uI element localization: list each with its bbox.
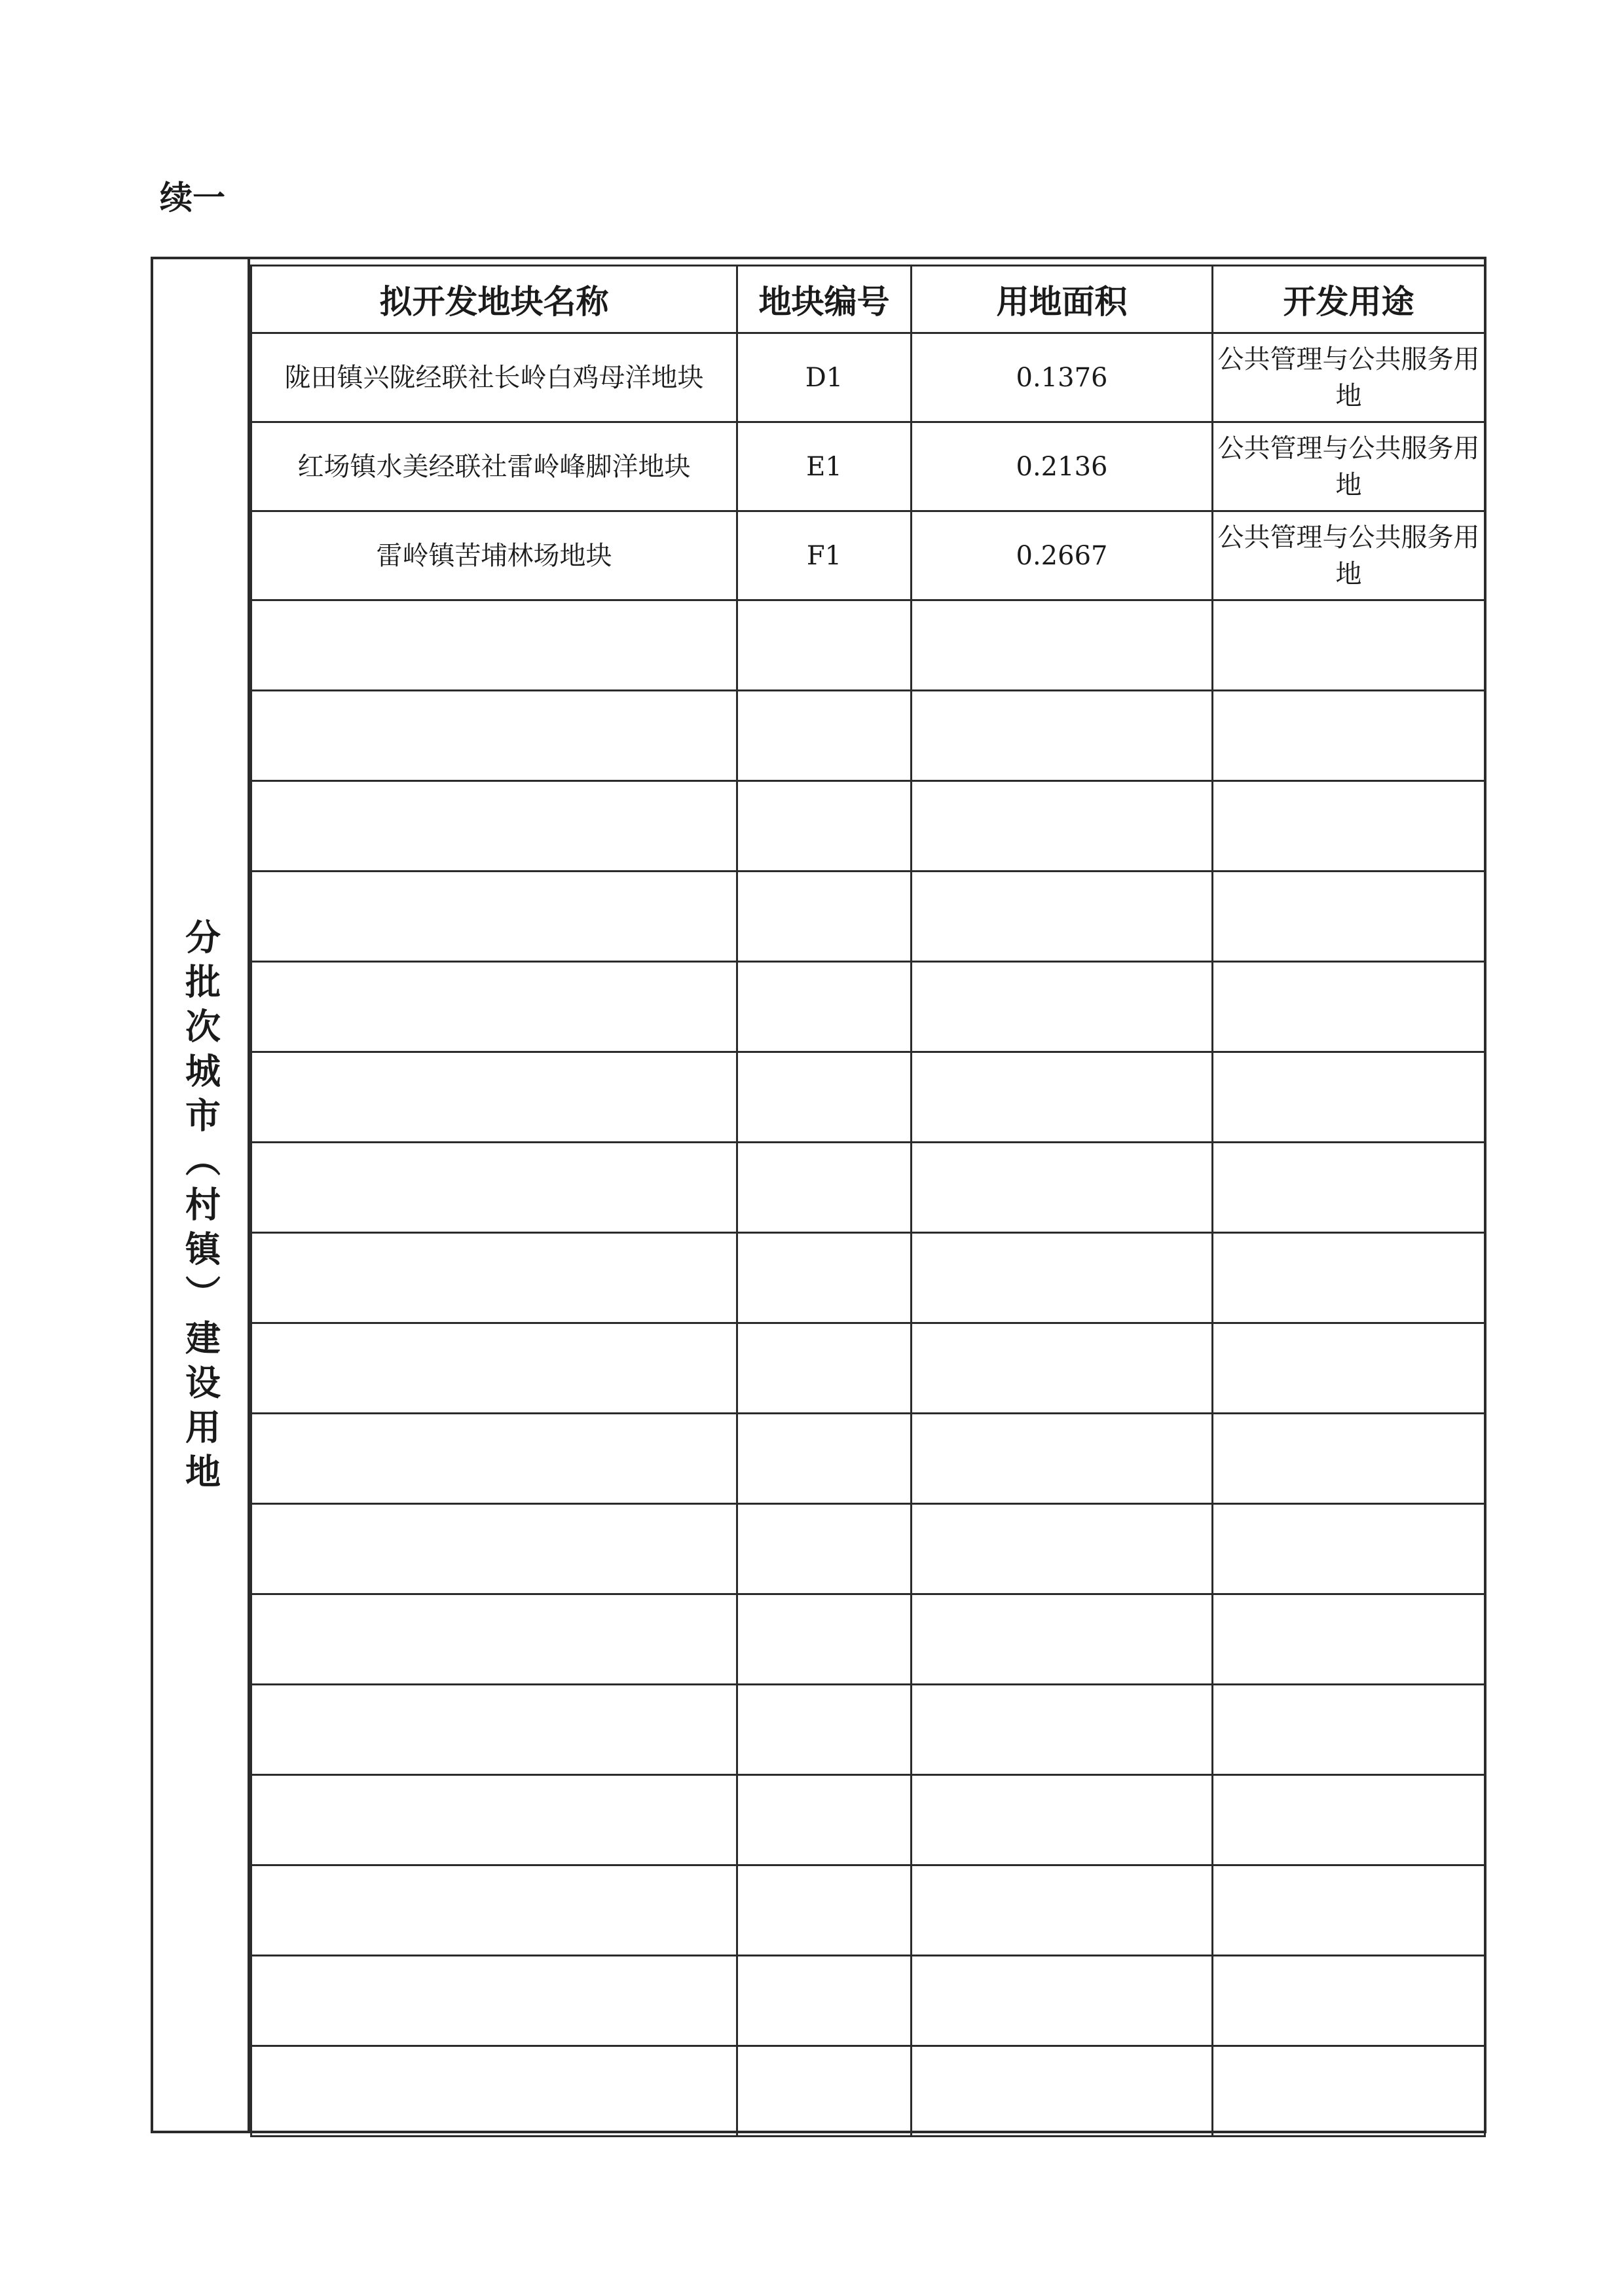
empty-cell xyxy=(737,1594,912,1685)
empty-cell xyxy=(737,1775,912,1865)
empty-row xyxy=(251,1865,1485,1956)
empty-row xyxy=(251,600,1485,691)
empty-cell xyxy=(912,1323,1213,1414)
plot-use-cell: 公共管理与公共服务用地 xyxy=(1213,333,1485,422)
empty-cell xyxy=(251,1233,737,1323)
plot-code-cell: E1 xyxy=(737,422,912,511)
empty-cell xyxy=(737,1685,912,1775)
land-plots-table xyxy=(250,265,1486,2137)
side-category-text: 分批次城市（村镇）建设用地 xyxy=(179,919,221,1497)
empty-cell xyxy=(1213,1143,1485,1233)
empty-cell xyxy=(1213,1865,1485,1956)
empty-cell xyxy=(251,1685,737,1775)
empty-cell xyxy=(912,1775,1213,1865)
empty-cell xyxy=(737,1956,912,2046)
empty-cell xyxy=(1213,1775,1485,1865)
plot-code-cell: F1 xyxy=(737,511,912,600)
empty-cell xyxy=(251,1323,737,1414)
empty-row xyxy=(251,1323,1485,1414)
table-header-row xyxy=(251,266,1485,333)
empty-cell xyxy=(251,1143,737,1233)
empty-row xyxy=(251,781,1485,872)
plot-area-cell: 0.1376 xyxy=(912,333,1213,422)
empty-row xyxy=(251,872,1485,962)
empty-cell xyxy=(912,691,1213,781)
empty-cell xyxy=(251,691,737,781)
empty-row xyxy=(251,1143,1485,1233)
header-plot-use: 开发用途 xyxy=(1213,266,1485,333)
plot-code-cell: D1 xyxy=(737,333,912,422)
empty-row xyxy=(251,1956,1485,2046)
empty-cell xyxy=(912,1143,1213,1233)
empty-cell xyxy=(1213,691,1485,781)
empty-cell xyxy=(1213,2046,1485,2137)
empty-cell xyxy=(912,2046,1213,2137)
header-plot-area: 用地面积 xyxy=(912,266,1213,333)
empty-cell xyxy=(737,1504,912,1594)
empty-cell xyxy=(912,1504,1213,1594)
empty-row xyxy=(251,1685,1485,1775)
empty-cell xyxy=(1213,1323,1485,1414)
empty-cell xyxy=(251,1414,737,1504)
plot-use-cell: 公共管理与公共服务用地 xyxy=(1213,511,1485,600)
empty-cell xyxy=(251,962,737,1052)
table-row xyxy=(251,422,1485,511)
empty-cell xyxy=(251,2046,737,2137)
empty-cell xyxy=(737,691,912,781)
empty-cell xyxy=(737,1323,912,1414)
header-plot-name: 拟开发地块名称 xyxy=(251,266,737,333)
empty-cell xyxy=(1213,872,1485,962)
empty-cell xyxy=(737,1414,912,1504)
empty-cell xyxy=(1213,781,1485,872)
empty-cell xyxy=(912,600,1213,691)
plot-name-cell: 雷岭镇苦埔林场地块 xyxy=(251,511,737,600)
empty-cell xyxy=(737,1052,912,1143)
empty-cell xyxy=(912,1956,1213,2046)
empty-cell xyxy=(912,1233,1213,1323)
empty-row xyxy=(251,1052,1485,1143)
empty-cell xyxy=(737,1233,912,1323)
empty-cell xyxy=(737,962,912,1052)
empty-cell xyxy=(737,1143,912,1233)
empty-row xyxy=(251,1414,1485,1504)
empty-cell xyxy=(251,1052,737,1143)
empty-cell xyxy=(737,781,912,872)
side-category-label xyxy=(153,259,250,2131)
empty-cell xyxy=(912,1594,1213,1685)
empty-row xyxy=(251,1233,1485,1323)
empty-cell xyxy=(912,781,1213,872)
empty-cell xyxy=(1213,1956,1485,2046)
plot-name-cell: 红场镇水美经联社雷岭峰脚洋地块 xyxy=(251,422,737,511)
empty-cell xyxy=(251,1956,737,2046)
empty-cell xyxy=(251,872,737,962)
empty-cell xyxy=(737,600,912,691)
empty-cell xyxy=(737,872,912,962)
empty-row xyxy=(251,2046,1485,2137)
empty-cell xyxy=(912,962,1213,1052)
plot-name-cell: 陇田镇兴陇经联社长岭白鸡母洋地块 xyxy=(251,333,737,422)
empty-row xyxy=(251,1504,1485,1594)
empty-cell xyxy=(1213,1685,1485,1775)
empty-cell xyxy=(912,1865,1213,1956)
header-plot-code: 地块编号 xyxy=(737,266,912,333)
empty-cell xyxy=(912,1052,1213,1143)
empty-cell xyxy=(912,1685,1213,1775)
page-heading: 续一 xyxy=(160,179,225,217)
empty-cell xyxy=(1213,962,1485,1052)
empty-cell xyxy=(912,872,1213,962)
empty-row xyxy=(251,1594,1485,1685)
empty-row xyxy=(251,691,1485,781)
empty-cell xyxy=(1213,600,1485,691)
empty-cell xyxy=(1213,1233,1485,1323)
table-row xyxy=(251,511,1485,600)
empty-cell xyxy=(1213,1504,1485,1594)
empty-row xyxy=(251,1775,1485,1865)
empty-row xyxy=(251,962,1485,1052)
empty-cell xyxy=(251,1594,737,1685)
plot-area-cell: 0.2667 xyxy=(912,511,1213,600)
land-table-sheet xyxy=(151,257,1486,2133)
empty-cell xyxy=(1213,1414,1485,1504)
empty-cell xyxy=(251,1504,737,1594)
empty-cell xyxy=(912,1414,1213,1504)
plot-area-cell: 0.2136 xyxy=(912,422,1213,511)
empty-cell xyxy=(251,600,737,691)
empty-cell xyxy=(251,1775,737,1865)
empty-cell xyxy=(251,1865,737,1956)
table-row xyxy=(251,333,1485,422)
empty-cell xyxy=(251,781,737,872)
empty-cell xyxy=(737,2046,912,2137)
empty-cell xyxy=(737,1865,912,1956)
empty-cell xyxy=(1213,1052,1485,1143)
plot-use-cell: 公共管理与公共服务用地 xyxy=(1213,422,1485,511)
empty-cell xyxy=(1213,1594,1485,1685)
